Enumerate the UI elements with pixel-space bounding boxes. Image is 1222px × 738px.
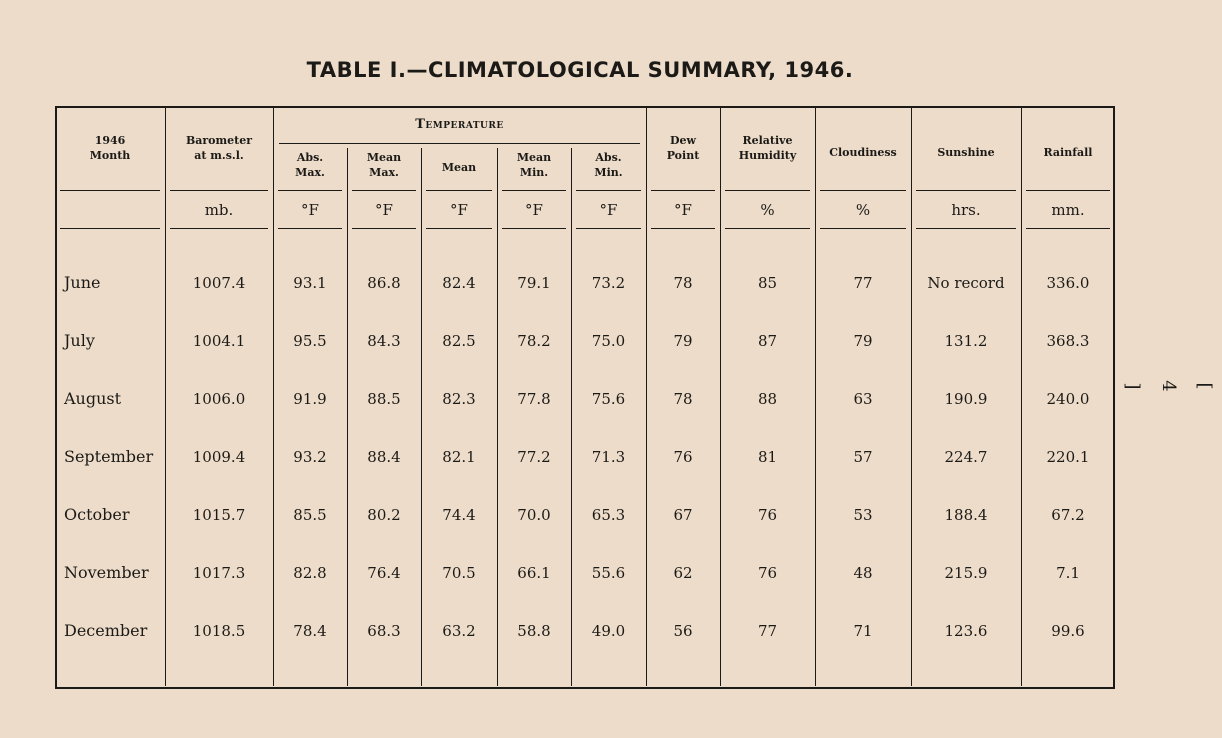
temperature-group-header: Temperature — [415, 117, 504, 132]
unit-label: °F — [375, 201, 393, 219]
table-cell: 99.6 — [1051, 622, 1085, 640]
table-cell: No record — [927, 274, 1005, 292]
table-cell: 82.8 — [293, 564, 327, 582]
header-rule — [1026, 190, 1110, 191]
table-cell: 71.3 — [591, 448, 626, 466]
table-cell: 77 — [757, 622, 778, 640]
month-label: November — [64, 563, 149, 582]
table-cell: 63 — [853, 390, 873, 408]
table-cell: 67 — [673, 506, 693, 524]
month-label: June — [64, 273, 101, 292]
table-cell: 368.3 — [1046, 332, 1090, 350]
header-rule — [576, 190, 641, 191]
header-rule — [820, 190, 906, 191]
table-title: TABLE I.—CLIMATOLOGICAL SUMMARY, 1946. — [306, 58, 854, 82]
unit-label: mm. — [1051, 201, 1085, 219]
table-cell: 80.2 — [367, 506, 401, 524]
table-cell: 77.2 — [517, 448, 551, 466]
column-header: Dew Point — [666, 134, 700, 162]
header-rule — [916, 190, 1016, 191]
unit-rule — [426, 228, 492, 229]
unit-label: °F — [674, 201, 692, 219]
table-cell: 88.4 — [367, 448, 401, 466]
unit-rule — [1026, 228, 1110, 229]
table-cell: 188.4 — [944, 506, 988, 524]
column-rule — [497, 148, 498, 686]
table-cell: 1015.7 — [192, 506, 246, 524]
month-label: August — [64, 389, 122, 408]
table-cell: 220.1 — [1046, 448, 1090, 466]
table-cell: 75.0 — [591, 332, 626, 350]
table-cell: 87 — [757, 332, 778, 350]
unit-rule — [576, 228, 641, 229]
unit-label: % — [855, 201, 871, 219]
table-cell: 57 — [853, 448, 873, 466]
table-cell: 85 — [757, 274, 778, 292]
table-cell: 56 — [673, 622, 693, 640]
table-cell: 79 — [853, 332, 873, 350]
table-cell: 67.2 — [1051, 506, 1085, 524]
table-cell: 79.1 — [517, 274, 551, 292]
table-cell: 49.0 — [591, 622, 626, 640]
table-cell: 1004.1 — [192, 332, 246, 350]
table-cell: 77.8 — [517, 390, 551, 408]
temperature-group-rule — [279, 143, 640, 144]
table-cell: 1018.5 — [192, 622, 246, 640]
header-rule — [170, 190, 268, 191]
unit-rule — [916, 228, 1016, 229]
table-cell: 1006.0 — [192, 390, 246, 408]
table-cell: 190.9 — [944, 390, 988, 408]
unit-label: °F — [599, 201, 618, 219]
column-header: Sunshine — [937, 146, 995, 159]
unit-rule — [502, 228, 566, 229]
column-rule — [347, 148, 348, 686]
table-cell: 81 — [757, 448, 778, 466]
month-label: September — [64, 447, 154, 466]
table-cell: 68.3 — [367, 622, 401, 640]
table-cell: 88.5 — [367, 390, 401, 408]
table-cell: 85.5 — [293, 506, 327, 524]
table-cell: 82.5 — [442, 332, 476, 350]
column-header: Mean — [441, 161, 477, 174]
table-cell: 82.3 — [442, 390, 476, 408]
unit-rule — [170, 228, 268, 229]
column-header: Abs. Min. — [594, 151, 623, 179]
table-cell: 74.4 — [442, 506, 476, 524]
table-cell: 65.3 — [591, 506, 626, 524]
table-cell: 240.0 — [1046, 390, 1090, 408]
table-cell: 123.6 — [944, 622, 988, 640]
column-header: 1946 Month — [89, 134, 131, 162]
column-header: Abs. Max. — [295, 151, 325, 179]
table-cell: 93.1 — [293, 274, 327, 292]
table-cell: 71 — [853, 622, 873, 640]
table-cell: 70.0 — [517, 506, 551, 524]
header-rule — [426, 190, 492, 191]
table-cell: 224.7 — [944, 448, 988, 466]
unit-rule — [278, 228, 342, 229]
table-cell: 76.4 — [367, 564, 401, 582]
table-cell: 78 — [673, 390, 693, 408]
table-cell: 336.0 — [1046, 274, 1090, 292]
table-cell: 53 — [853, 506, 873, 524]
table-cell: 62 — [673, 564, 693, 582]
header-rule — [278, 190, 342, 191]
header-rule — [352, 190, 416, 191]
unit-rule — [352, 228, 416, 229]
column-header: Barometer at m.s.l. — [185, 134, 253, 162]
unit-label: mb. — [204, 201, 234, 219]
column-rule — [571, 148, 572, 686]
table-cell: 55.6 — [591, 564, 626, 582]
column-header: Cloudiness — [829, 146, 897, 159]
page-number: [ 4 ] — [1122, 380, 1215, 392]
unit-label: hrs. — [951, 201, 981, 219]
table-cell: 76 — [673, 448, 693, 466]
table-cell: 91.9 — [293, 390, 327, 408]
table-cell: 76 — [757, 564, 778, 582]
header-rule — [725, 190, 810, 191]
table-cell: 82.4 — [442, 274, 476, 292]
unit-rule — [820, 228, 906, 229]
table-cell: 82.1 — [442, 448, 476, 466]
table-cell: 86.8 — [367, 274, 401, 292]
table-cell: 78 — [673, 274, 693, 292]
month-label: July — [64, 331, 95, 350]
table-cell: 7.1 — [1056, 564, 1080, 582]
unit-label: °F — [301, 201, 319, 219]
unit-rule — [725, 228, 810, 229]
table-cell: 66.1 — [517, 564, 551, 582]
column-rule — [421, 148, 422, 686]
table-cell: 88 — [757, 390, 778, 408]
header-rule — [502, 190, 566, 191]
unit-label: °F — [525, 201, 543, 219]
unit-rule — [651, 228, 715, 229]
header-rule — [651, 190, 715, 191]
table-cell: 78.4 — [293, 622, 327, 640]
table-cell: 63.2 — [442, 622, 476, 640]
table-cell: 78.2 — [517, 332, 551, 350]
header-rule — [60, 190, 160, 191]
table-cell: 48 — [853, 564, 873, 582]
column-header: Relative Humidity — [738, 134, 797, 162]
table-cell: 215.9 — [944, 564, 988, 582]
table-cell: 75.6 — [591, 390, 626, 408]
month-label: October — [64, 505, 130, 524]
column-header: Mean Max. — [366, 151, 402, 179]
unit-label: °F — [450, 201, 468, 219]
month-label: December — [64, 621, 148, 640]
table-cell: 1017.3 — [192, 564, 246, 582]
unit-rule — [60, 228, 160, 229]
table-cell: 58.8 — [517, 622, 551, 640]
table-cell: 84.3 — [367, 332, 401, 350]
table-cell: 93.2 — [293, 448, 327, 466]
table-cell: 95.5 — [293, 332, 327, 350]
table-cell: 70.5 — [442, 564, 476, 582]
table-cell: 77 — [853, 274, 873, 292]
table-cell: 79 — [673, 332, 693, 350]
column-header: Mean Min. — [516, 151, 552, 179]
unit-label: % — [760, 201, 775, 219]
table-cell: 76 — [757, 506, 778, 524]
table-cell: 1009.4 — [192, 448, 246, 466]
table-cell: 1007.4 — [192, 274, 246, 292]
column-header: Rainfall — [1043, 146, 1093, 159]
table-cell: 131.2 — [944, 332, 988, 350]
table-cell: 73.2 — [591, 274, 626, 292]
